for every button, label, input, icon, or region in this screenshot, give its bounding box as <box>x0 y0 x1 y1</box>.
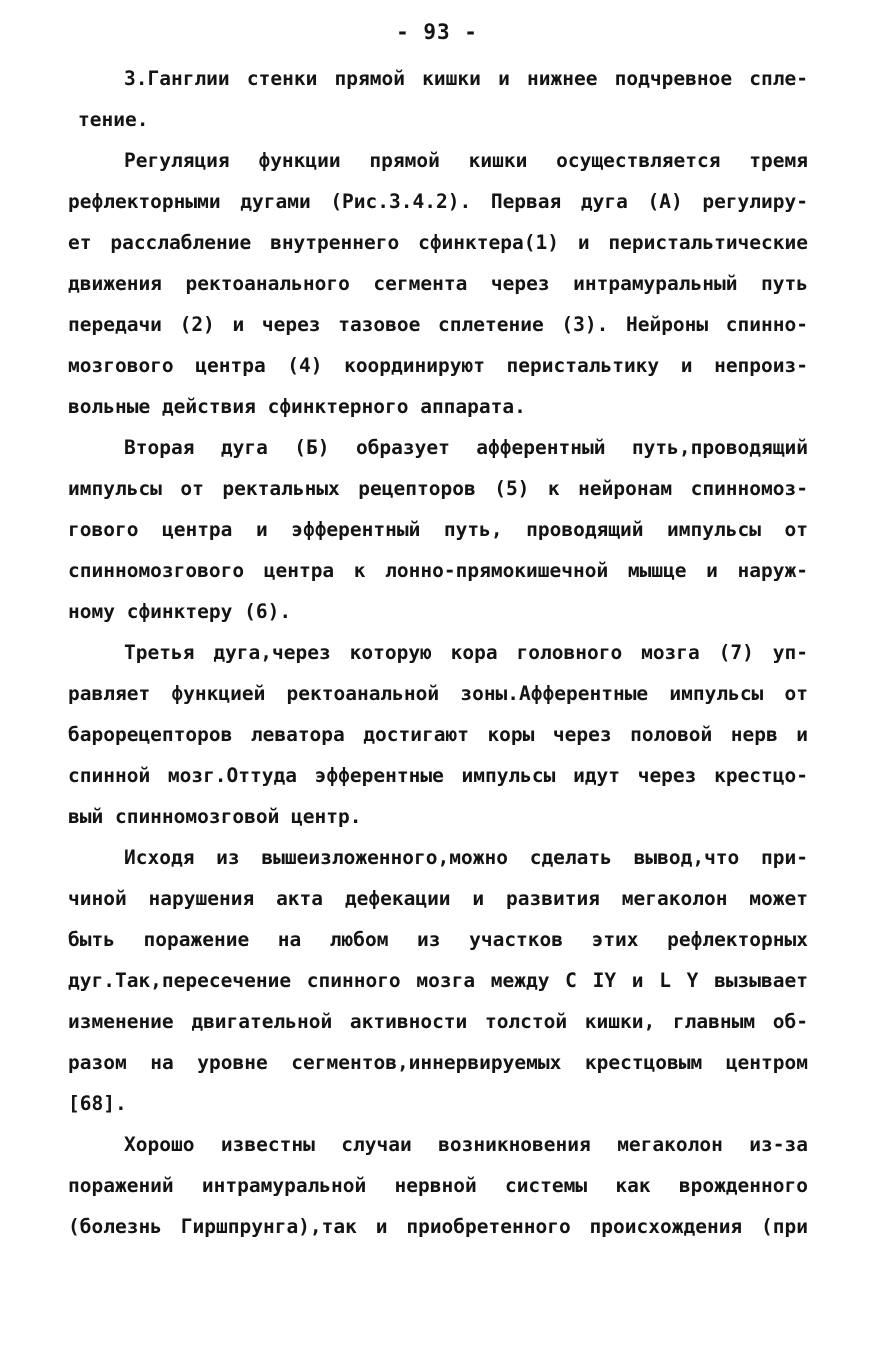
text-line: ному сфинктеру (6). <box>68 600 292 623</box>
page-number: - 93 - <box>396 20 478 44</box>
text-line: поражений интрамуральной нервной системы как врожденного <box>68 1174 808 1197</box>
text-line: спинномозгового центра к лонно-прямокишечной мышце и наруж- <box>68 559 808 582</box>
text-line: ет расслабление внутреннего сфинктера(1) и перистальтические <box>68 231 808 254</box>
document-body <box>68 58 808 1247</box>
text-line: Хорошо известны случаи возникновения мегаколон из-за <box>124 1133 808 1156</box>
text-line: барорецепторов леватора достигают коры через половой нерв и <box>68 723 808 746</box>
text-line: Третья дуга,через которую кора головного мозга (7) уп- <box>124 641 808 664</box>
text-line: чиной нарушения акта дефекации и развития мегаколон может <box>68 887 808 910</box>
text-line: передачи (2) и через тазовое сплетение (3). Нейроны спинно- <box>68 313 808 336</box>
text-line: Вторая дуга (Б) образует афферентный путь,проводящий <box>124 436 808 459</box>
text-line: дуг.Так,пересечение спинного мозга между C IY и L Y вызывает <box>68 969 808 992</box>
text-line: вый спинномозговой центр. <box>68 805 362 828</box>
text-line: 3.Ганглии стенки прямой кишки и нижнее подчревное спле- <box>124 67 808 90</box>
text-line: разом на уровне сегментов,иннервируемых крестцовым центром <box>68 1051 808 1074</box>
text-line: Регуляция функции прямой кишки осуществляется тремя <box>124 149 808 172</box>
text-line: (болезнь Гиршпрунга),так и приобретенного происхождения (при <box>68 1215 808 1238</box>
text-line: быть поражение на любом из участков этих рефлекторных <box>68 928 808 951</box>
text-line: вольные действия сфинктерного аппарата. <box>68 395 526 418</box>
text-line: импульсы от ректальных рецепторов (5) к нейронам спинномоз- <box>68 477 808 500</box>
text-line: движения ректоанального сегмента через интрамуральный путь <box>68 272 808 295</box>
text-line: тение. <box>78 108 149 131</box>
text-line: гового центра и эфферентный путь, проводящий импульсы от <box>68 518 808 541</box>
text-line: мозгового центра (4) координируют перистальтику и непроиз- <box>68 354 808 377</box>
text-line: [68]. <box>68 1092 127 1115</box>
text-line: рефлекторными дугами (Рис.3.4.2). Первая дуга (А) регулиру- <box>68 190 808 213</box>
text-line: равляет функцией ректоанальной зоны.Афферентные импульсы от <box>68 682 808 705</box>
text-line: спинной мозг.Оттуда эфферентные импульсы идут через крестцо- <box>68 764 808 787</box>
text-line: изменение двигательной активности толстой кишки, главным об- <box>68 1010 808 1033</box>
text-line: Исходя из вышеизложенного,можно сделать вывод,что при- <box>124 846 808 869</box>
